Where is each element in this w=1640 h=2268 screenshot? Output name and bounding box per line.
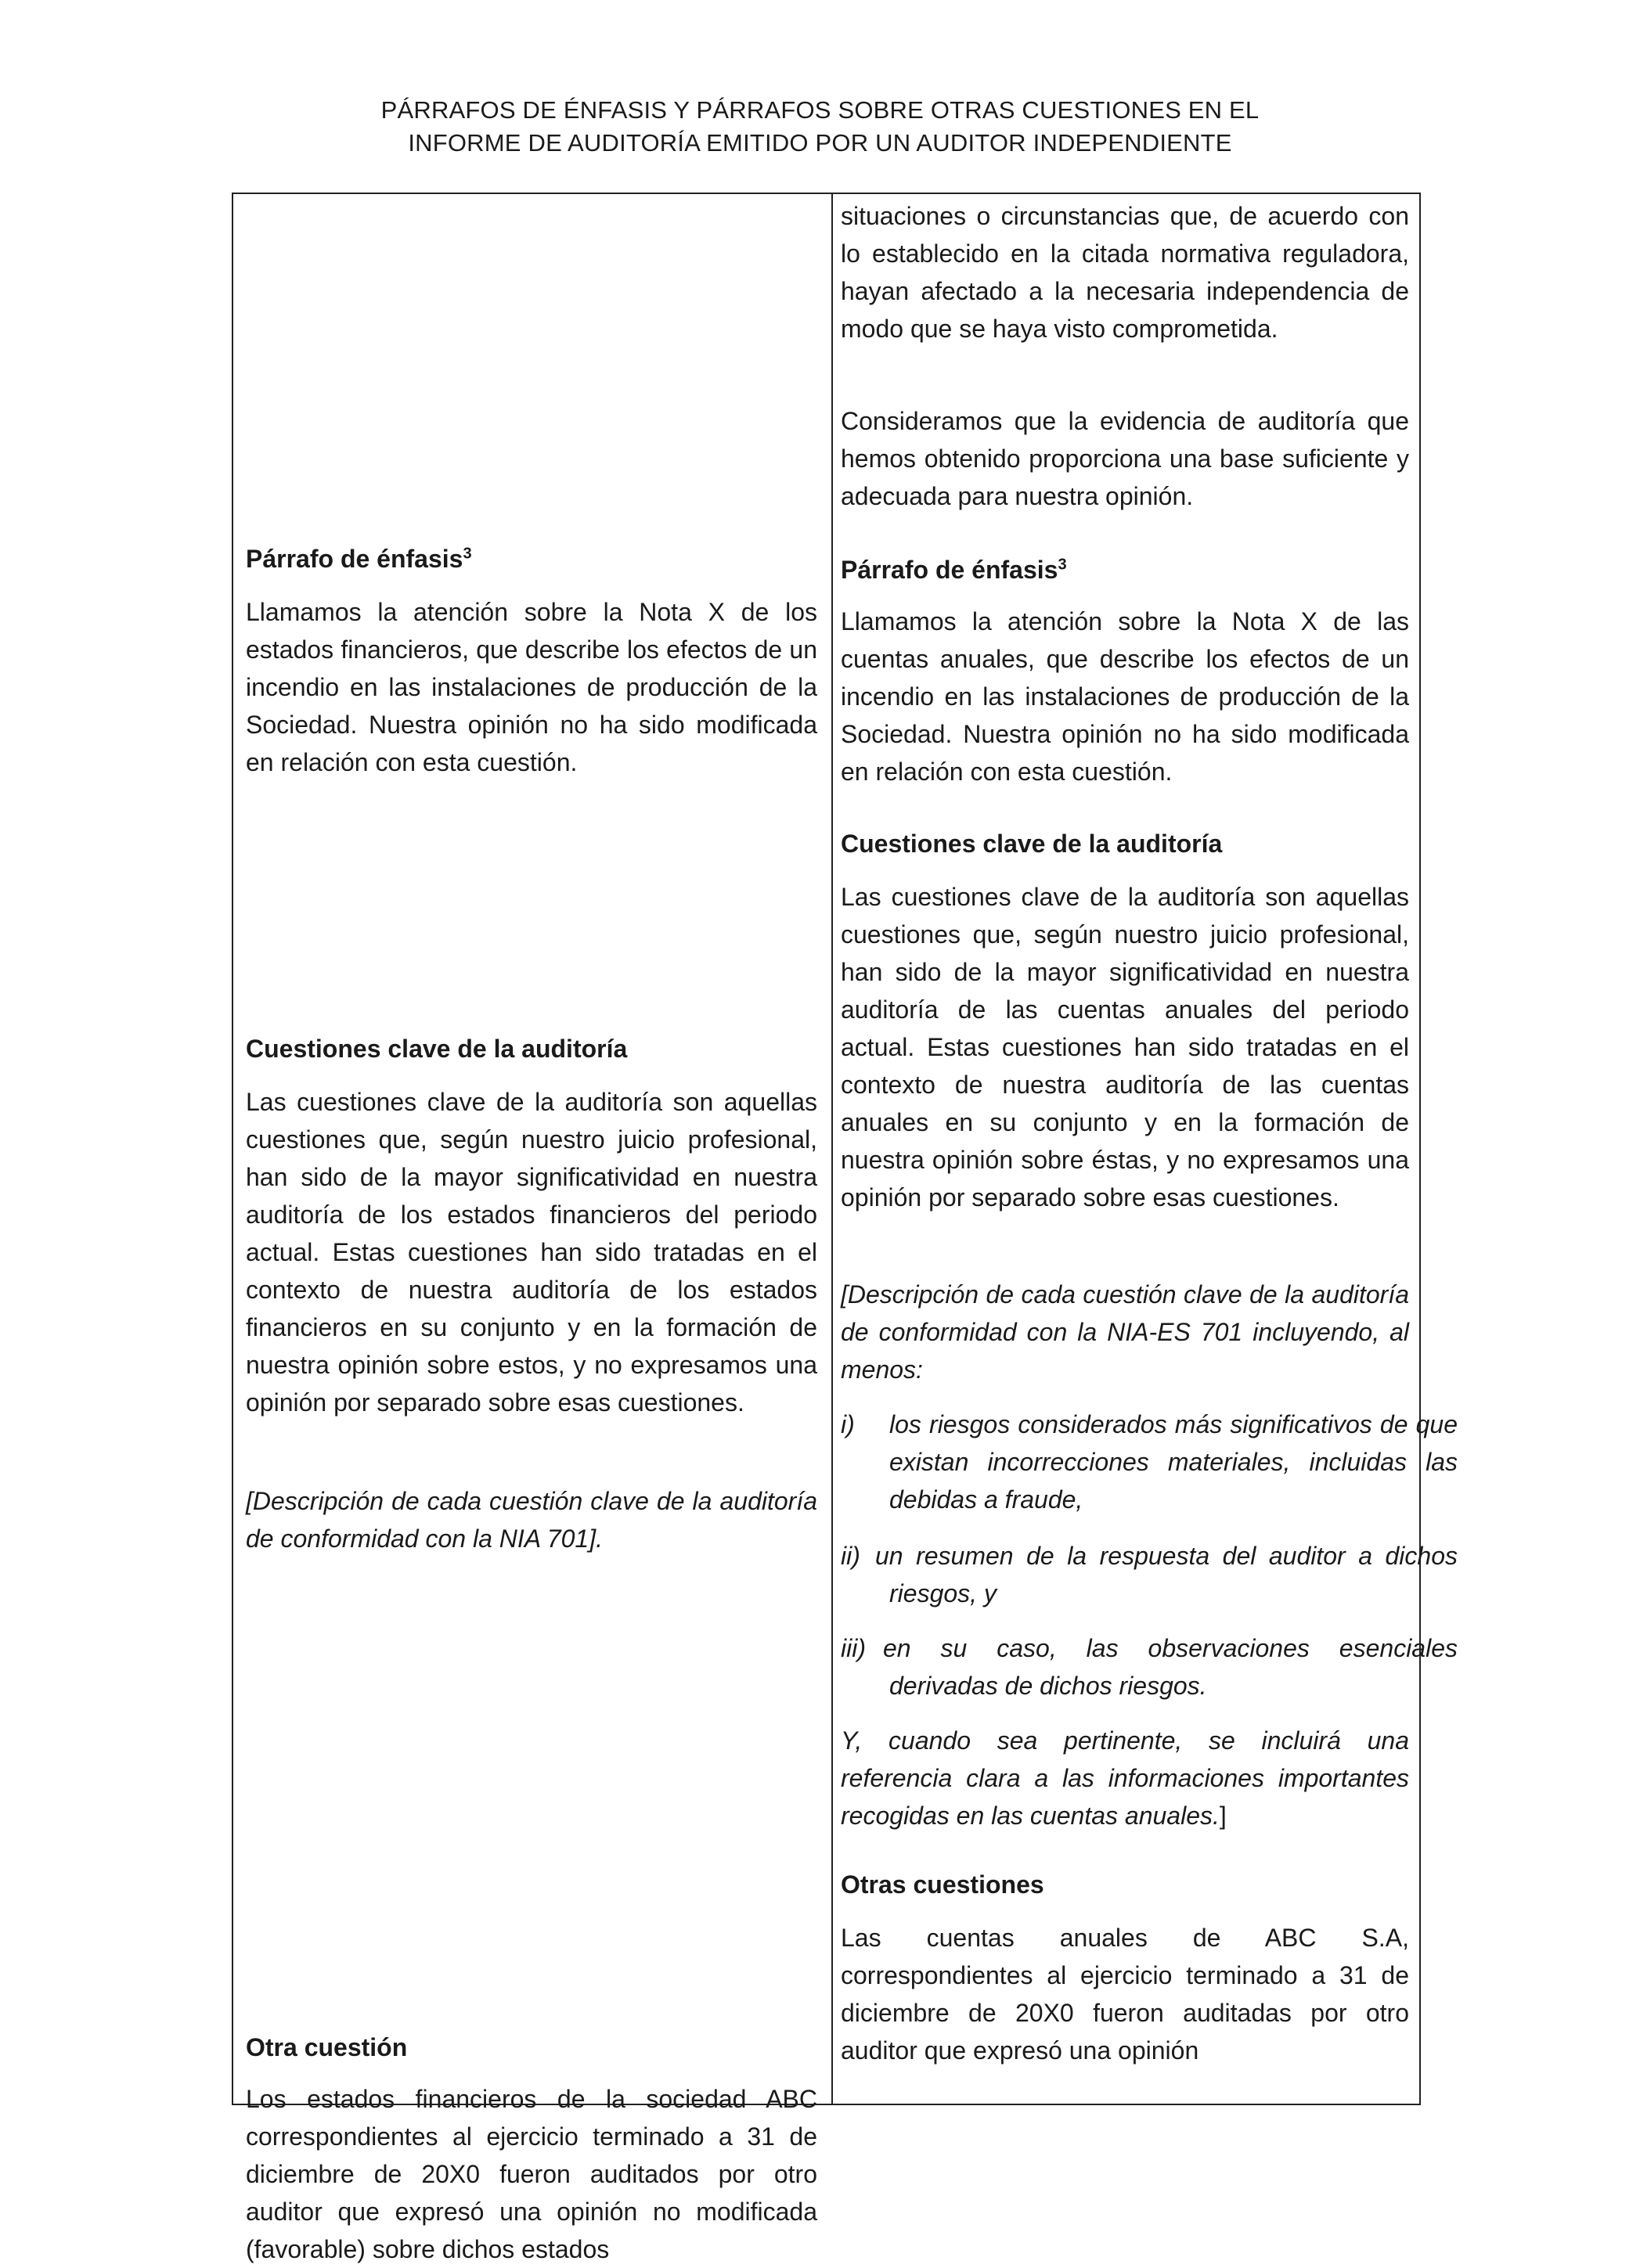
right-list-item-ii: ii) un resumen de la respuesta del auditor a dichos riesgos, y <box>841 1537 1458 1612</box>
footnote-ref: 3 <box>1058 556 1067 574</box>
right-referencia-text: Y, cuando sea pertinente, se incluirá una referencia clara a las informaciones importantes recogidas en las cuentas anuales.] <box>841 1726 1409 1830</box>
document-header <box>0 94 1640 160</box>
right-enfasis-title: Párrafo de énfasis$^3$ <box>841 556 1067 584</box>
list-item-label: ii) <box>841 1542 860 1570</box>
right-otras-title: Otras cuestiones <box>841 1870 1044 1899</box>
left-otra-text: Los estados financieros de la sociedad ABC correspondientes al ejercicio terminado a 31 de diciembre de 20X0 fueron auditados por otro auditor que expresó una opinión no modificada (favorable) sobre dichos estados <box>246 2085 817 2263</box>
right-clave-title: Cuestiones clave de la auditoría <box>841 830 1223 858</box>
right-enfasis-text: Llamamos la atención sobre la Nota X de las cuentas anuales, que describe los efectos de un incendio en las instalaciones de producción de la Sociedad. Nuestra opinión no ha sido modificada en relación con esta cuestión. <box>841 607 1409 786</box>
list-item-label: iii) <box>841 1634 866 1662</box>
header-line-2: INFORME DE AUDITORÍA EMITIDO POR UN AUDITOR INDEPENDIENTE <box>408 129 1232 157</box>
left-clave-title: Cuestiones clave de la auditoría <box>246 1035 628 1063</box>
left-clave-text: Las cuestiones clave de la auditoría son aquellas cuestiones que, según nuestro juicio profesional, han sido de la mayor significatividad en nuestra auditoría de los estados financieros del periodo actual. Estas cuestiones han sido tratadas en el contexto de nuestra auditoría de los estados financieros en su conjunto y en la formación de nuestra opinión sobre estos, y no expresamos una opinión por separado sobre esas cuestiones. <box>246 1088 817 1417</box>
right-clave-text: Las cuestiones clave de la auditoría son aquellas cuestiones que, según nuestro juicio profesional, han sido de la mayor significatividad en nuestra auditoría de las cuentas anuales del periodo actual. Estas cuestiones han sido tratadas en el contexto de nuestra auditoría de las cuentas anuales en su conjunto y en la formación de nuestra opinión sobre éstas, y no expresamos una opinión por separado sobre esas cuestiones. <box>841 883 1409 1211</box>
header-line-1: PÁRRAFOS DE ÉNFASIS Y PÁRRAFOS SOBRE OTRAS CUESTIONES EN EL <box>380 96 1260 124</box>
left-clave-desc: [Descripción de cada cuestión clave de la auditoría de conformidad con la NIA 701]. <box>246 1487 817 1553</box>
left-column <box>246 194 817 2263</box>
right-column <box>841 194 1458 2104</box>
right-intro-text: situaciones o circunstancias que, de acuerdo con lo establecido en la citada normativa reguladora, hayan afectado a la necesaria independencia de modo que se haya visto comprometida. <box>841 202 1409 343</box>
column-divider <box>831 194 833 2104</box>
right-list-item-i: i) los riesgos considerados más significativos de que existan incorrecciones materiales, incluidas las debidas a fraude, <box>841 1406 1458 1518</box>
list-item-label: i) <box>841 1410 855 1438</box>
right-otras-text: Las cuentas anuales de ABC S.A, correspondientes al ejercicio terminado a 31 de diciembre de 20X0 fueron auditadas por otro auditor que expresó una opinión <box>841 1924 1409 2065</box>
right-clave-desc: [Descripción de cada cuestión clave de la auditoría de conformidad con la NIA-ES 701 incluyendo, al menos: <box>841 1280 1409 1384</box>
left-enfasis-text: Llamamos la atención sobre la Nota X de los estados financieros, que describe los efectos de un incendio en las instalaciones de producción de la Sociedad. Nuestra opinión no ha sido modificada en relación con esta cuestión. <box>246 598 817 776</box>
right-list-item-iii: iii) en su caso, las observaciones esenciales derivadas de dichos riesgos. <box>841 1629 1458 1705</box>
left-enfasis-title: Párrafo de énfasis$^3$ <box>246 545 472 573</box>
comparison-table <box>232 193 1458 2263</box>
footnote-ref: 3 <box>463 545 472 563</box>
left-otra-title: Otra cuestión <box>246 2033 408 2061</box>
right-evidencia-text: Consideramos que la evidencia de auditoría que hemos obtenido proporciona una base suficiente y adecuada para nuestra opinión. <box>841 407 1409 510</box>
